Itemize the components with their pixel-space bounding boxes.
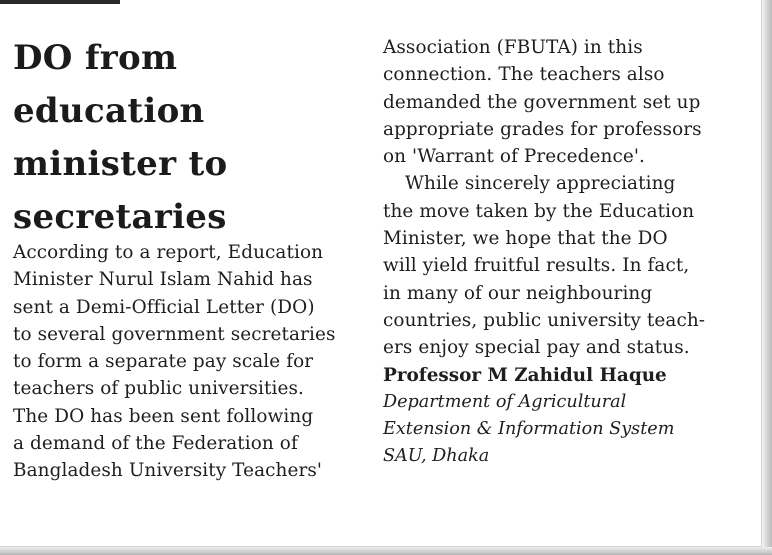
signature-affiliation-line: Extension & Information System bbox=[383, 419, 675, 440]
left-column bbox=[13, 32, 353, 485]
body-line: a demand of the Federation of bbox=[13, 433, 298, 455]
body-line: appropriate grades for professors bbox=[383, 118, 702, 140]
body-line: Bangladesh University Teachers' bbox=[13, 460, 323, 482]
body-line: ers enjoy special pay and status. bbox=[383, 337, 690, 359]
body-line: to several government secretaries bbox=[13, 323, 336, 345]
body-line: Association (FBUTA) in this bbox=[383, 37, 643, 58]
body-line: Minister, we hope that the DO bbox=[383, 228, 668, 250]
headline-line: DO from bbox=[13, 38, 178, 78]
body-line: demanded the government set up bbox=[383, 91, 701, 113]
body-line: countries, public university teach- bbox=[383, 309, 706, 331]
top-rule bbox=[0, 0, 120, 4]
body-line: Minister Nurul Islam Nahid has bbox=[13, 269, 313, 291]
headline-line: education bbox=[13, 91, 205, 131]
left-body-text bbox=[13, 239, 353, 485]
body-line: teachers of public universities. bbox=[13, 378, 304, 400]
signature-affiliation-line: Department of Agricultural bbox=[383, 391, 627, 412]
letter-headline bbox=[13, 32, 353, 244]
body-line: in many of our neighbouring bbox=[383, 282, 653, 304]
body-line: on 'Warrant of Precedence'. bbox=[383, 146, 645, 168]
headline-line: minister to bbox=[13, 144, 228, 184]
body-line: The DO has been sent following bbox=[13, 405, 314, 427]
paragraph-start-line: While sincerely appreciating bbox=[405, 173, 676, 195]
frame-shadow-right bbox=[762, 0, 772, 555]
signature-name: Professor M Zahidul Haque bbox=[383, 364, 667, 386]
body-line: sent a Demi-Official Letter (DO) bbox=[13, 296, 315, 318]
body-line: to form a separate pay scale for bbox=[13, 351, 314, 373]
body-line: According to a report, Education bbox=[13, 242, 324, 263]
headline-line: secretaries bbox=[13, 197, 227, 237]
body-line: connection. The teachers also bbox=[383, 64, 665, 86]
body-line: will yield fruitful results. In fact, bbox=[383, 255, 690, 277]
body-line: the move taken by the Education bbox=[383, 200, 695, 222]
signature-affiliation-line: SAU, Dhaka bbox=[383, 446, 490, 467]
right-column bbox=[383, 34, 743, 471]
frame-shadow-bottom bbox=[0, 547, 772, 555]
